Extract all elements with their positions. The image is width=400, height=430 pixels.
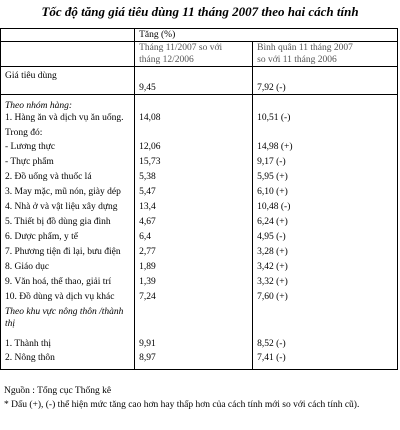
row-value-2: 4,95 (-): [253, 228, 398, 243]
row-value-2: 10,48 (-): [253, 198, 398, 213]
row-value-2: 3,32 (+): [253, 273, 398, 288]
row-label: 2. Đồ uống và thuốc lá: [1, 168, 135, 183]
row-value-1: 6,4: [135, 228, 253, 243]
header-col3-line2: so với 11 tháng 2006: [257, 55, 337, 65]
row-label: 7. Phương tiện đi lại, bưu điện: [1, 243, 135, 258]
header-col2-line1: Tháng 11/2007 so với: [139, 43, 223, 53]
row-value-1: 5,38: [135, 168, 253, 183]
row-label: 6. Dược phẩm, y tế: [1, 228, 135, 243]
table-row: [1, 228, 398, 243]
header-col2: [135, 42, 253, 67]
table-row: [1, 243, 398, 258]
subsection-label: Trong đó:: [1, 124, 135, 139]
row-value-1: 4,67: [135, 213, 253, 228]
row-value-1: 7,24: [135, 288, 253, 303]
header-col3: [253, 42, 398, 67]
row-value-1: 5,47: [135, 183, 253, 198]
row-value-2: 7,41 (-): [253, 350, 398, 370]
row-value-2: 14,98 (+): [253, 139, 398, 153]
sign-note: * Dấu (+), (-) thể hiện mức tăng cao hơn hay thấp hơn của cách tính mới so với cách tính cũ).: [4, 400, 360, 410]
row-value-2: 9,17 (-): [253, 153, 398, 168]
row-value-1: 9,91: [135, 330, 253, 350]
row-value-1: 13,4: [135, 198, 253, 213]
section-label: [1, 303, 135, 330]
row-label: 4. Nhà ở và vật liệu xây dựng: [1, 198, 135, 213]
row-value-2: 6,24 (+): [253, 213, 398, 228]
row-value-2: 6,10 (+): [253, 183, 398, 198]
section-label-line1: Theo khu vực nông thôn /thành: [5, 307, 124, 317]
row-label: 2. Nông thôn: [1, 350, 135, 370]
header-row-sub: [1, 42, 398, 67]
page-title: Tốc độ tăng giá tiêu dùng 11 tháng 2007 theo hai cách tính: [41, 4, 359, 19]
table-row-cpi: [1, 67, 398, 95]
header-col2-line2: tháng 12/2006: [139, 55, 194, 65]
row-value-1: 2,77: [135, 243, 253, 258]
row-value-1: 15,73: [135, 153, 253, 168]
header-increase: Tăng (%): [135, 29, 398, 42]
table-row: [1, 288, 398, 303]
header-empty-sub: [1, 42, 135, 67]
table-row: [1, 183, 398, 198]
table-row: [1, 350, 398, 370]
row-label: 3. May mặc, mũ nón, giày dép: [1, 183, 135, 198]
cpi-table: [0, 28, 398, 370]
section-row: [1, 303, 398, 330]
row-label: - Lương thực: [1, 139, 135, 153]
table-row: [1, 168, 398, 183]
row-value-1: 14,08: [135, 112, 253, 124]
table-row: [1, 139, 398, 153]
section-label: Theo nhóm hàng:: [1, 95, 135, 113]
row-value-1: 8,97: [135, 350, 253, 370]
row-label: 5. Thiết bị đồ dùng gia đình: [1, 213, 135, 228]
row-label: 10. Đồ dùng và dịch vụ khác: [1, 288, 135, 303]
table-row: [1, 330, 398, 350]
row-value-2: 5,95 (+): [253, 168, 398, 183]
table-row: [1, 198, 398, 213]
row-label: 8. Giáo dục: [1, 258, 135, 273]
row-value-2: 10,51 (-): [253, 112, 398, 124]
row-value-2: 7,92 (-): [253, 67, 398, 95]
row-value-2: 3,42 (+): [253, 258, 398, 273]
row-value-2: 3,28 (+): [253, 243, 398, 258]
row-label: 9. Văn hoá, thể thao, giải trí: [1, 273, 135, 288]
table-row: [1, 112, 398, 124]
source-note: Nguồn : Tổng cục Thống kê: [4, 386, 112, 396]
row-label: 1. Hàng ăn và dịch vụ ăn uống.: [1, 112, 135, 124]
section-label-line2: thị: [5, 319, 16, 329]
row-value-2: 8,52 (-): [253, 330, 398, 350]
row-label: Giá tiêu dùng: [1, 67, 135, 95]
footer: [4, 384, 396, 412]
table-row: [1, 213, 398, 228]
header-empty: [1, 29, 135, 42]
row-value-1: 1,89: [135, 258, 253, 273]
row-value-1: 12,06: [135, 139, 253, 153]
row-value-1: 1,39: [135, 273, 253, 288]
row-value-1: 9,45: [135, 67, 253, 95]
header-col3-line1: Bình quân 11 tháng 2007: [257, 43, 353, 53]
row-label: - Thực phẩm: [1, 153, 135, 168]
table-row: [1, 258, 398, 273]
header-row-top: [1, 29, 398, 42]
table-row: [1, 153, 398, 168]
section-row: [1, 95, 398, 113]
subsection-row: [1, 124, 398, 139]
row-label: 1. Thành thị: [1, 330, 135, 350]
row-value-2: 7,60 (+): [253, 288, 398, 303]
table-row: [1, 273, 398, 288]
